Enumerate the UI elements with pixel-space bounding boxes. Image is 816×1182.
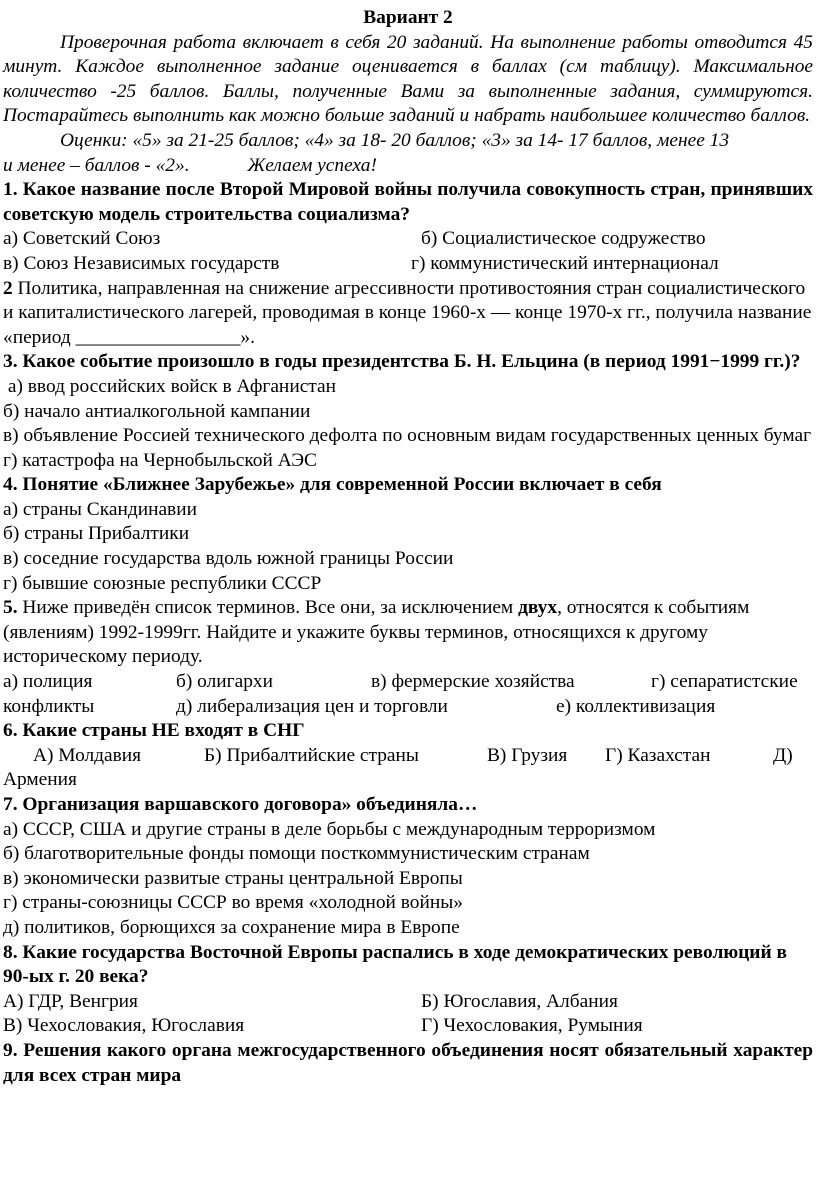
q7-option-e: д) политиков, борющихся за сохранение мира в Европе [3,916,460,938]
q6-option-e: Д) [773,744,793,766]
q2-number: 2 [3,277,13,299]
q2-text: Политика, направленная на снижение агрессивности противостояния стран социалистического и капиталистического лагерей, проводимая в конце 1960-х — конце 1970-х гг., получила название «период _________________». [3,277,812,348]
q1-option-c: в) Союз Независимых государств [3,252,280,274]
q7-option-b: б) благотворительные фонды помощи посткоммунистическим странам [3,843,590,865]
intro-text: Проверочная работа включает в себя 20 заданий. На выполнение работы отводится 45 минут. Каждое выполненное задание оценивается в баллах (см таблицу). Максимальное количество -25 баллов. Баллы, полученные Вами за выполненные задания, суммируются. Постарайтесь выполнить как можно больше заданий и набрать наибольшее количество баллов. [3,31,813,127]
q3-option-d: г) катастрофа на Чернобыльской АЭС [3,449,317,471]
grades-tail: и менее – баллов - «2». [3,154,190,176]
wish-text: Желаем успеха! [247,154,377,176]
q3-option-a: а) ввод российских войск в Афганистан [3,375,336,397]
q8-option-b: Б) Югославия, Албания [421,990,618,1012]
q7-option-a: а) СССР, США и другие страны в деле борьбы с международным терроризмом [3,818,656,840]
q5-text-before: Ниже приведён список терминов. Все они, за исключением [17,597,519,619]
q4-option-d: г) бывшие союзные республики СССР [3,572,322,594]
q5-bold-word: двух [518,597,558,619]
question-7-title: 7. Организация варшавского договора» объединяла… [3,794,478,815]
q8-options-row-2 [3,1014,813,1039]
q6-option-e-cont: Армения [3,769,77,791]
q5-text-after: , относятся к событиям (явлениям) 1992-1999гг. Найдите и укажите буквы терминов, относящихся к другому историческому периоду. [3,597,750,668]
q8-option-a: А) ГДР, Венгрия [3,990,138,1012]
question-1-options-row-1 [3,227,813,252]
q4-option-c: в) соседние государства вдоль южной границы России [3,548,454,570]
q8-options-row-1 [3,990,813,1015]
q7-option-d: г) страны-союзницы СССР во время «холодной войны» [3,892,463,914]
q5-option-d: г) сепаратистские [651,671,798,693]
q6-options-row [3,744,813,769]
question-9-title: 9. Решения какого органа межгосударственного объединения носят обязательный характер для всех стран мира [3,1039,813,1086]
q7-option-c: в) экономически развитые страны центральной Европы [3,867,463,889]
q8-option-d: Г) Чехословакия, Румыния [421,1015,643,1037]
question-8-title: 8. Какие государства Восточной Европы распались в ходе демократических революций в 90-ых г. 20 века? [3,941,787,988]
q8-option-c: В) Чехословакия, Югославия [3,1015,245,1037]
q5-options-row-2 [3,695,813,720]
q5-option-d-cont: конфликты [3,695,95,717]
q6-option-c: В) Грузия [487,744,568,766]
q1-option-d: г) коммунистический интернационал [411,252,719,274]
question-4-title: 4. Понятие «Ближнее Зарубежье» для современной России включает в себя [3,474,662,496]
question-6-title: 6. Какие страны НЕ входят в СНГ [3,720,305,742]
question-2 [3,277,813,351]
q1-option-a: а) Советский Союз [3,228,161,250]
q5-number: 5. [3,597,18,619]
q5-option-b: б) олигархи [176,671,273,693]
grades-line-2 [3,154,813,179]
q4-option-a: а) страны Скандинавии [3,498,197,520]
q5-options-row-1 [3,670,813,695]
question-1-title: 1. Какое название после Второй Мировой войны получила совокупность стран, принявших советскую модель строительства социализма? [3,179,813,225]
q4-option-b: б) страны Прибалтики [3,523,190,545]
q6-option-d: Г) Казахстан [605,744,711,766]
grades-line: Оценки: «5» за 21-25 баллов; «4» за 18- 20 баллов; «3» за 14- 17 баллов, менее 13 [60,129,730,151]
q3-option-b: б) начало антиалкогольной кампании [3,400,311,422]
q5-option-e: д) либерализация цен и торговли [176,695,448,717]
q3-option-c: в) объявление Россией технического дефолта по основным видам государственных ценных бумаг [3,425,812,447]
question-5 [3,596,813,670]
variant-title: Вариант 2 [363,7,453,28]
q5-option-c: в) фермерские хозяйства [371,671,575,693]
q5-option-a: а) полиция [3,671,93,693]
q5-option-f: е) коллективизация [556,695,716,717]
question-3-title: 3. Какое событие произошло в годы президентства Б. Н. Ельцина (в период 1991−1999 гг.)? [3,351,801,373]
q6-option-b: Б) Прибалтийские страны [204,744,419,766]
q6-option-a: А) Молдавия [33,744,142,766]
q1-option-b: б) Социалистическое содружество [421,228,706,250]
question-1-options-row-2 [3,252,813,277]
